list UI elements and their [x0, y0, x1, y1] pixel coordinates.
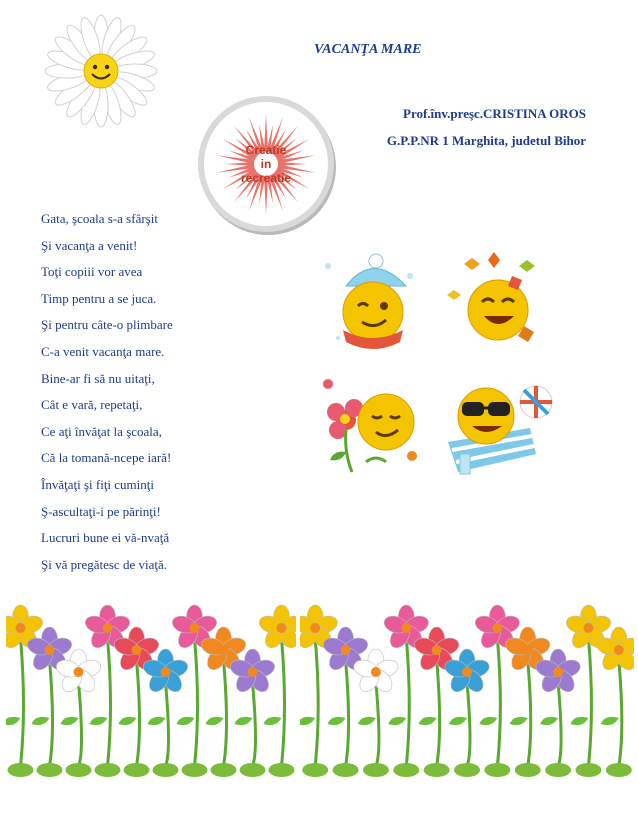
page-title: VACANŢA MARE	[314, 42, 422, 57]
poem-line: Învăţaţi şi fiţi cuminţi	[41, 476, 155, 492]
poem	[41, 206, 173, 578]
poem-line: Şi vacanţa a venit!	[41, 237, 138, 253]
poem-line: Că la tomană-ncepe iară!	[41, 450, 172, 466]
summer-smiley-icon	[434, 372, 558, 480]
flower-row-left	[6, 598, 296, 784]
logo-line-1: Creatie	[245, 143, 287, 157]
poem-line: Cât e vară, repetaţi,	[41, 397, 143, 413]
poem-line: Şi pentru câte-o plimbare	[41, 317, 173, 333]
poem-line: Toţi copiii vor avea	[41, 264, 143, 280]
author-name: Prof.înv.preşc.CRISTINA OROS	[403, 106, 586, 121]
poem-line: Ce aţi învăţat la şcoala,	[41, 423, 162, 439]
creatie-logo-icon	[192, 90, 340, 238]
logo-line-3: recreatie	[240, 171, 292, 185]
author-block	[387, 100, 586, 154]
autumn-smiley-icon	[442, 246, 552, 358]
poem-line: Ş-ascultaţi-i pe părinţi!	[41, 503, 161, 519]
poem-line: Timp pentru a se juca.	[41, 290, 157, 306]
winter-smiley-icon	[318, 246, 422, 360]
poem-line: Şi vă pregătesc de viaţă.	[41, 556, 167, 572]
spring-smiley-icon	[316, 372, 426, 480]
poem-line: Lucruri bune ei vă-nvaţă	[41, 530, 170, 546]
daisy-smiley-icon	[44, 14, 158, 128]
author-school: G.P.P.NR 1 Marghita, judetul Bihor	[386, 133, 586, 148]
poem-line: C-a venit vacanţa mare.	[41, 343, 165, 359]
poem-line: Gata, şcoala s-a sfârşit	[41, 211, 158, 226]
logo-line-2: in	[260, 157, 272, 171]
poem-line: Bine-ar fi să nu uitaţi,	[41, 370, 155, 386]
flower-row-right	[300, 598, 634, 784]
